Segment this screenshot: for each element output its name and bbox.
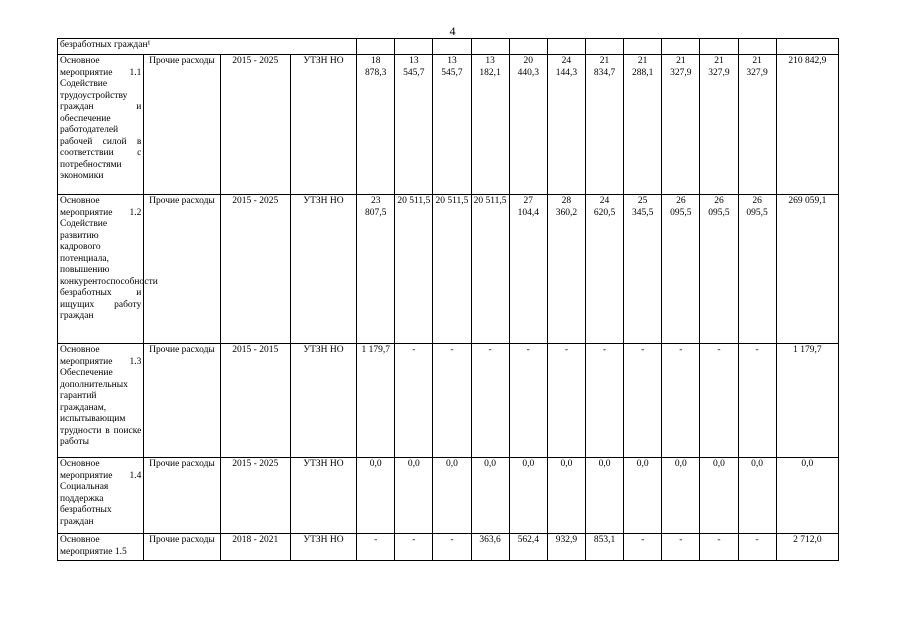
table-row-continuation <box>58 39 839 55</box>
year-value-cell: 0,0 <box>738 458 776 534</box>
period-cell: 2015 - 2015 <box>220 344 290 458</box>
measure-name-cell: Основное мероприятие 1.1 Содействие трудоустройству граждан и обеспечение работодателей рабочей силой в соответствии с потребностями экономики <box>58 55 144 195</box>
year-value-cell: 23 807,5 <box>357 195 395 344</box>
continuation-text: безработных граждан¹ <box>58 39 357 55</box>
year-value-cell: 27 104,4 <box>509 195 547 344</box>
total-cell: 210 842,9 <box>776 55 838 195</box>
empty-cell <box>585 39 623 55</box>
empty-cell <box>776 39 838 55</box>
total-cell: 269 059,1 <box>776 195 838 344</box>
year-value-cell: - <box>624 534 662 561</box>
year-value-cell: 21 288,1 <box>624 55 662 195</box>
year-value-cell: 21 327,9 <box>738 55 776 195</box>
year-value-cell: - <box>433 344 471 458</box>
year-value-cell: 26 095,5 <box>738 195 776 344</box>
year-value-cell: - <box>662 534 700 561</box>
year-value-cell: 13 182,1 <box>471 55 509 195</box>
executor-cell: УТЗН НО <box>290 344 356 458</box>
year-value-cell: 0,0 <box>624 458 662 534</box>
year-value-cell: 20 511,5 <box>471 195 509 344</box>
year-value-cell: - <box>395 344 433 458</box>
year-value-cell: 0,0 <box>357 458 395 534</box>
year-value-cell: 24 620,5 <box>585 195 623 344</box>
funding-source-cell: Прочие расходы <box>144 55 220 195</box>
executor-cell: УТЗН НО <box>290 55 356 195</box>
period-cell: 2018 - 2021 <box>220 534 290 561</box>
year-value-cell: - <box>471 344 509 458</box>
funding-source-cell: Прочие расходы <box>144 195 220 344</box>
year-value-cell: 1 179,7 <box>357 344 395 458</box>
executor-cell: УТЗН НО <box>290 195 356 344</box>
year-value-cell: - <box>738 344 776 458</box>
year-value-cell: - <box>357 534 395 561</box>
year-value-cell: - <box>509 344 547 458</box>
year-value-cell: 13 545,7 <box>395 55 433 195</box>
table-row <box>58 344 839 458</box>
executor-cell: УТЗН НО <box>290 534 356 561</box>
period-cell: 2015 - 2025 <box>220 55 290 195</box>
year-value-cell: 21 327,9 <box>662 55 700 195</box>
table-row <box>58 55 839 195</box>
empty-cell <box>471 39 509 55</box>
year-value-cell: 562,4 <box>509 534 547 561</box>
year-value-cell: 21 327,9 <box>700 55 738 195</box>
empty-cell <box>433 39 471 55</box>
year-value-cell: 0,0 <box>585 458 623 534</box>
empty-cell <box>395 39 433 55</box>
funding-source-cell: Прочие расходы <box>144 534 220 561</box>
year-value-cell: 20 511,5 <box>433 195 471 344</box>
year-value-cell: - <box>738 534 776 561</box>
year-value-cell: 853,1 <box>585 534 623 561</box>
funding-source-cell: Прочие расходы <box>144 458 220 534</box>
year-value-cell: - <box>700 344 738 458</box>
year-value-cell: - <box>700 534 738 561</box>
total-cell: 0,0 <box>776 458 838 534</box>
year-value-cell: 26 095,5 <box>700 195 738 344</box>
table-row <box>58 195 839 344</box>
year-value-cell: 0,0 <box>547 458 585 534</box>
empty-cell <box>509 39 547 55</box>
page-number: 4 <box>449 24 456 38</box>
year-value-cell: - <box>624 344 662 458</box>
year-value-cell: 0,0 <box>433 458 471 534</box>
empty-cell <box>547 39 585 55</box>
year-value-cell: 28 360,2 <box>547 195 585 344</box>
total-cell: 1 179,7 <box>776 344 838 458</box>
empty-cell <box>662 39 700 55</box>
year-value-cell: - <box>547 344 585 458</box>
year-value-cell: 25 345,5 <box>624 195 662 344</box>
total-cell: 2 712,0 <box>776 534 838 561</box>
year-value-cell: 363,6 <box>471 534 509 561</box>
period-cell: 2015 - 2025 <box>220 458 290 534</box>
measure-name-cell: Основное мероприятие 1.5 <box>58 534 144 561</box>
year-value-cell: 0,0 <box>509 458 547 534</box>
year-value-cell: - <box>395 534 433 561</box>
year-value-cell: 0,0 <box>395 458 433 534</box>
table-row <box>58 458 839 534</box>
year-value-cell: - <box>433 534 471 561</box>
year-value-cell: - <box>585 344 623 458</box>
measure-name-cell: Основное мероприятие 1.4 Социальная поддержка безработных граждан <box>58 458 144 534</box>
measure-name-cell: Основное мероприятие 1.3 Обеспечение дополнительных гарантий гражданам, испытывающим трудности в поиске работы <box>58 344 144 458</box>
year-value-cell: 20 511,5 <box>395 195 433 344</box>
year-value-cell: 0,0 <box>700 458 738 534</box>
period-cell: 2015 - 2025 <box>220 195 290 344</box>
year-value-cell: 24 144,3 <box>547 55 585 195</box>
empty-cell <box>624 39 662 55</box>
year-value-cell: 18 878,3 <box>357 55 395 195</box>
table-row <box>58 534 839 561</box>
year-value-cell: - <box>662 344 700 458</box>
funding-source-cell: Прочие расходы <box>144 344 220 458</box>
empty-cell <box>700 39 738 55</box>
executor-cell: УТЗН НО <box>290 458 356 534</box>
empty-cell <box>357 39 395 55</box>
measure-name-cell: Основное мероприятие 1.2 Содействие развитию кадрового потенциала, повышению конкурентоспособности безработных и ищущих работу граждан <box>58 195 144 344</box>
year-value-cell: 20 440,3 <box>509 55 547 195</box>
year-value-cell: 0,0 <box>662 458 700 534</box>
year-value-cell: 13 545,7 <box>433 55 471 195</box>
year-value-cell: 932,9 <box>547 534 585 561</box>
year-value-cell: 0,0 <box>471 458 509 534</box>
year-value-cell: 21 834,7 <box>585 55 623 195</box>
budget-table <box>57 38 839 561</box>
year-value-cell: 26 095,5 <box>662 195 700 344</box>
empty-cell <box>738 39 776 55</box>
